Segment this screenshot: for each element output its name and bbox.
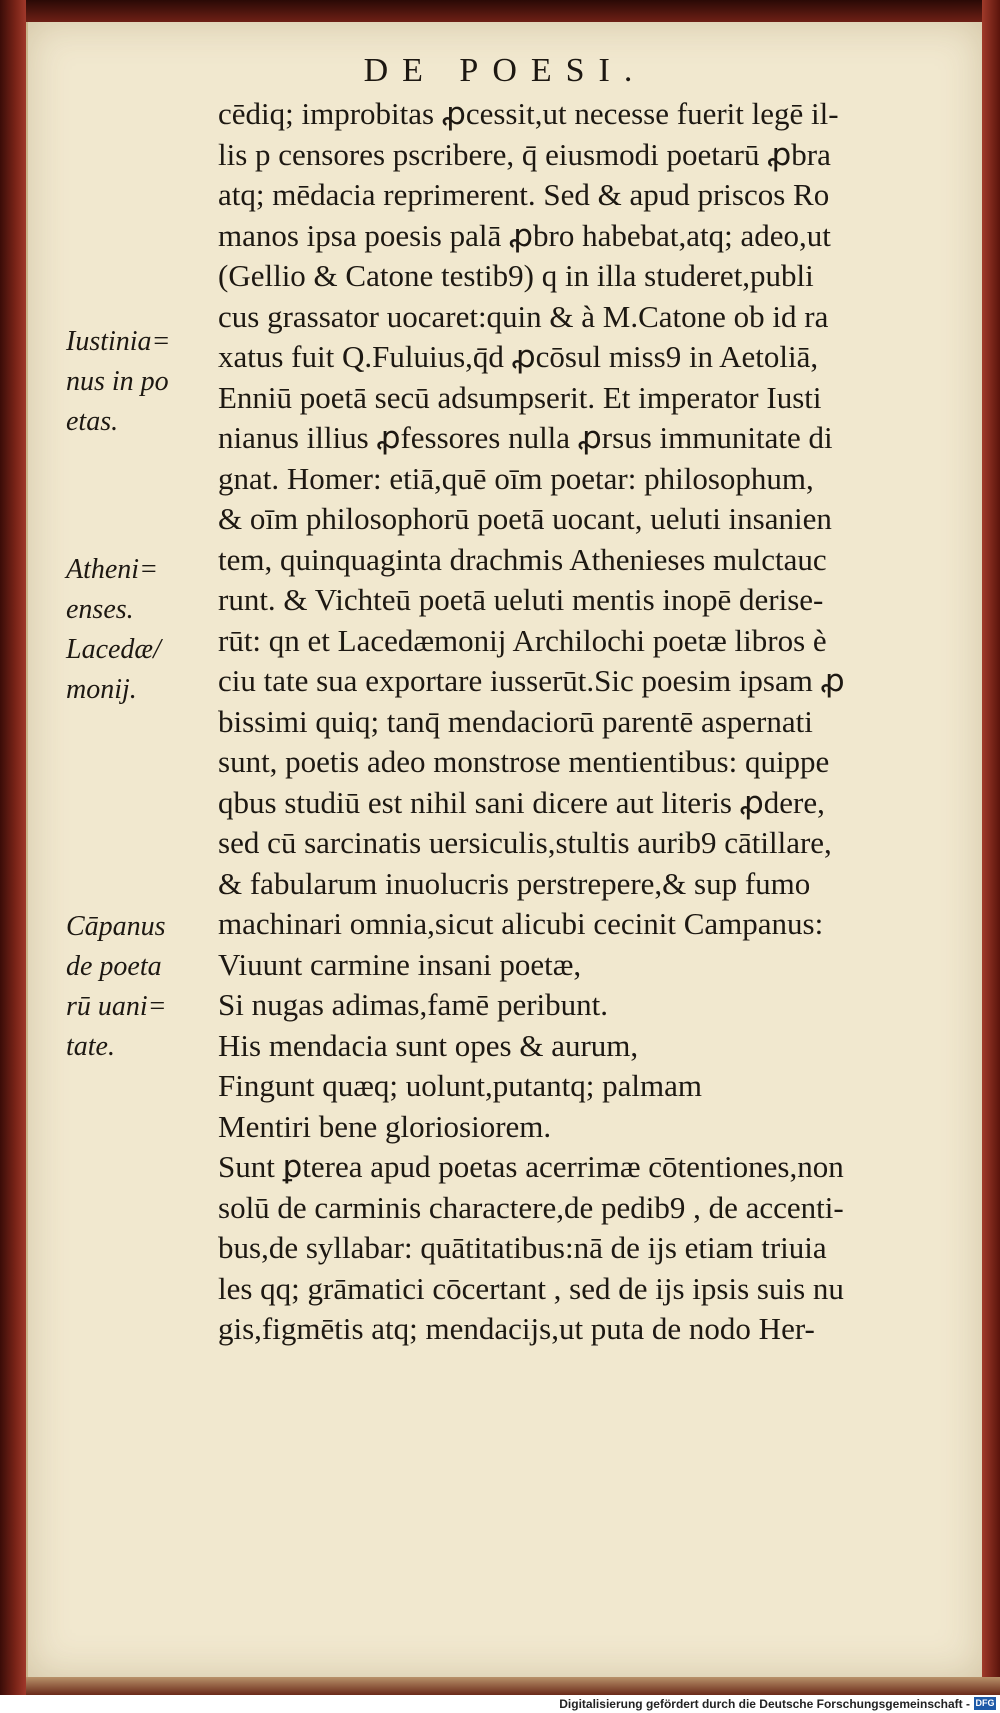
verse-line: Si nugas adimas,famē peribunt. <box>218 987 608 1022</box>
text-line: rūt: qn et Lacedæmonij Archilochi poetæ libros è <box>218 622 827 658</box>
body-text <box>218 94 978 1350</box>
margin-note-line: de poeta <box>66 951 162 982</box>
text-line: gis,figmētis atq; mendacijs,ut puta de nodo Her- <box>218 1311 815 1346</box>
margin-note-line: monij. <box>66 674 137 705</box>
margin-note-line: etas. <box>66 406 119 437</box>
text-line: lis p censores pscribere, q̄ eiusmodi poetarū ꝓbra <box>218 136 831 172</box>
text-line: & oīm philosophorū poetā uocant, ueluti insanien <box>218 501 832 536</box>
verse-line: Fingunt quæq; uolunt,putantq; palmam <box>218 1068 702 1103</box>
text-line: Sunt ꝑterea apud poetas acerrimæ cōtentiones,non <box>218 1149 844 1184</box>
text-line: (Gellio & Catone testib9) q in illa studeret,publi <box>218 258 814 293</box>
text-line: Enniū poetā secū adsumpserit. Et imperator Iusti <box>218 379 822 415</box>
text-line: manos ipsa poesis palā ꝓbro habebat,atq; adeo,ut <box>218 217 831 253</box>
margin-note-line: Atheni= <box>66 554 158 585</box>
text-line: qbus studiū est nihil sani dicere aut literis ꝓdere, <box>218 784 825 820</box>
book-cover-top-edge <box>0 0 1000 22</box>
margin-note-line: Lacedæ/ <box>66 634 161 665</box>
text-line: les qq; grāmatici cōcertant , sed de ijs ipsis suis nu <box>218 1270 844 1306</box>
text-line: cēdiq; improbitas ꝓcessit,ut necesse fuerit legē il- <box>218 96 839 131</box>
margin-note-athenians <box>66 550 216 710</box>
text-line: gnat. Homer: etiā,quē oīm poetar: philosophum, <box>218 460 814 496</box>
text-line: & fabularum inuolucris perstrepere,& sup fumo <box>218 865 811 901</box>
running-head: DE POESI. <box>363 52 647 89</box>
book-cover-left-edge <box>0 0 26 1713</box>
text-line: ciu tate sua exportare iusserūt.Sic poesim ipsam ꝓ <box>218 663 845 698</box>
verse-line: Viuunt carmine insani poetæ, <box>218 946 582 982</box>
text-line: bus,de syllabar: quātitatibus:nā de ijs etiam triuia <box>218 1230 827 1265</box>
text-line: atq; mēdacia reprimerent. Sed & apud priscos Ro <box>218 177 830 212</box>
margin-note-line: enses. <box>66 594 134 625</box>
margin-note-justinian <box>66 322 216 442</box>
margin-note-line: rū uani= <box>66 991 167 1022</box>
margin-note-line: Cāpanus <box>66 911 166 942</box>
margin-note-campanus <box>66 907 216 1067</box>
text-line: solū de carminis charactere,de pedib9 , de accenti- <box>218 1189 844 1225</box>
book-cover-bottom-edge <box>26 1677 1000 1695</box>
funding-credit: Digitalisierung gefördert durch die Deutsche Forschungsgemeinschaft - <box>559 1697 970 1711</box>
margin-note-line: tate. <box>66 1031 115 1062</box>
text-line: bissimi quiq; tanq̄ mendaciorū parentē aspernati <box>218 703 813 739</box>
margin-note-line: nus in po <box>66 366 169 397</box>
text-line: nianus illius ꝓfessores nulla ꝓrsus immunitate di <box>218 420 833 455</box>
verse-line: His mendacia sunt opes & aurum, <box>218 1027 639 1063</box>
text-line: runt. & Vichteū poetā ueluti mentis inopē derise- <box>218 582 824 617</box>
text-line: tem, quinquaginta drachmis Athenieses mulctauc <box>218 541 827 577</box>
margin-note-line: Iustinia= <box>66 326 171 357</box>
text-line: sed cū sarcinatis uersiculis,stultis aurib9 cātillare, <box>218 825 832 860</box>
text-line: machinari omnia,sicut alicubi cecinit Campanus: <box>218 906 824 941</box>
verse-line: Mentiri bene gloriosiorem. <box>218 1108 552 1144</box>
text-line: sunt, poetis adeo monstrose mentientibus: quippe <box>218 744 830 779</box>
dfg-logo: DFG <box>975 1698 995 1708</box>
text-line: cus grassator uocaret:quin & à M.Catone ob id ra <box>218 298 829 334</box>
digitization-footer <box>0 1695 1000 1713</box>
book-cover-right-edge <box>982 0 1000 1713</box>
text-line: xatus fuit Q.Fuluius,q̄d ꝓcōsul miss9 in Aetoliā, <box>218 339 819 374</box>
book-page <box>26 22 982 1677</box>
